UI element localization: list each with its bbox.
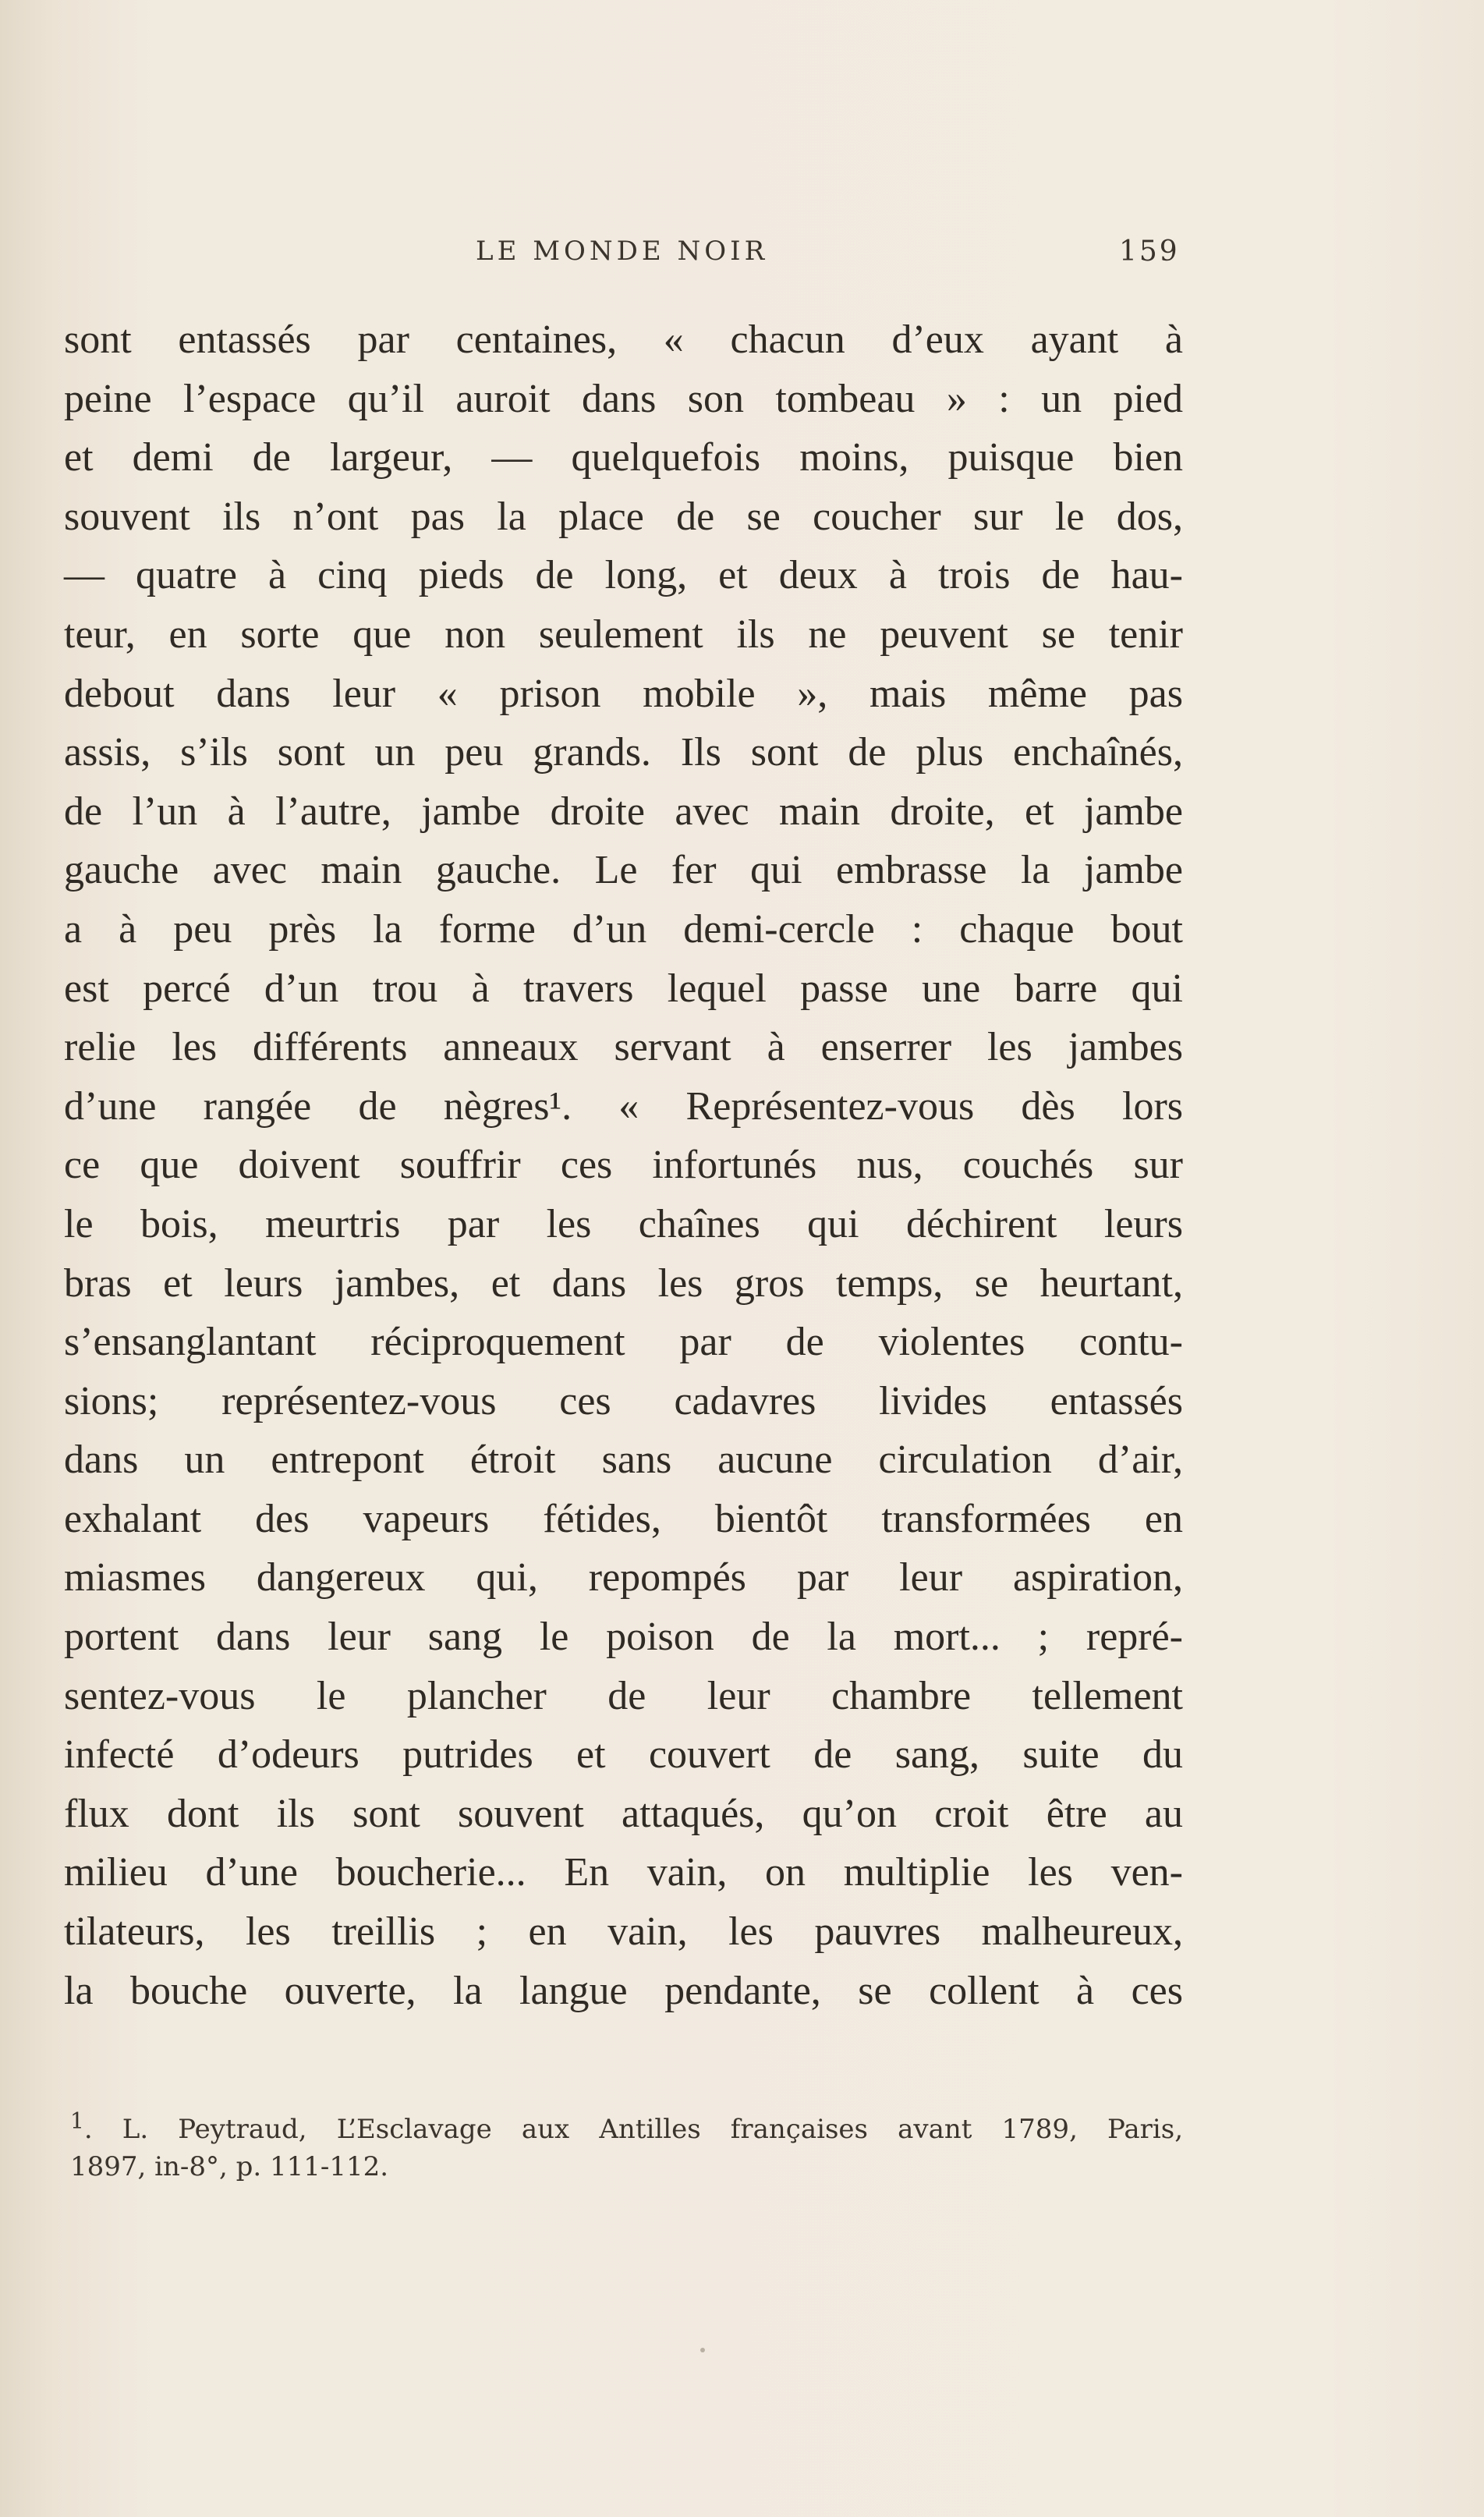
running-title: LE MONDE NOIR <box>476 236 769 267</box>
text-line: et demi de largeur, — quelquefois moins, puisque bien <box>64 435 1183 480</box>
text-line: sentez-vous le plancher de leur chambre tellement <box>64 1673 1183 1718</box>
text-line: d’une rangée de nègres¹. « Représentez-vous dès lors <box>64 1083 1183 1129</box>
text-line: est percé d’un trou à travers lequel passe une barre qui <box>64 966 1183 1011</box>
text-line: dans un entrepont étroit sans aucune circulation d’air, <box>64 1438 1183 1483</box>
text-line: bras et leurs jambes, et dans les gros temps, se heurtant, <box>64 1260 1183 1306</box>
text-line: souvent ils n’ont pas la place de se coucher sur le dos, <box>64 494 1183 539</box>
text-line: de l’un à l’autre, jambe droite avec main droite, et jambe <box>64 789 1183 834</box>
text-line: sont entassés par centaines, « chacun d’eux ayant à <box>64 317 1183 362</box>
text-line: peine l’espace qu’il auroit dans son tombeau » : un pied <box>64 376 1183 421</box>
text-line: sions; représentez-vous ces cadavres livides entassés <box>64 1378 1183 1423</box>
text-line: debout dans leur « prison mobile », mais même pas <box>64 671 1183 716</box>
text-line: relie les différents anneaux servant à enserrer les jambes <box>64 1025 1183 1070</box>
footnotes <box>70 2108 1183 2186</box>
footnote-line: 1897, in-8°, p. 111-112. <box>70 2151 389 2182</box>
text-line: assis, s’ils sont un peu grands. Ils sont de plus enchaînés, <box>64 730 1183 775</box>
text-line: ce que doivent souffrir ces infortunés nus, couchés sur <box>64 1143 1183 1188</box>
text-line: infecté d’odeurs putrides et couvert de sang, suite du <box>64 1732 1183 1778</box>
running-header <box>0 236 1484 282</box>
text-line: tilateurs, les treillis ; en vain, les pauvres malheureux, <box>64 1909 1183 1955</box>
text-line: gauche avec main gauche. Le fer qui embrasse la jambe <box>64 848 1183 893</box>
text-line: exhalant des vapeurs fétides, bientôt transformées en <box>64 1496 1183 1541</box>
text-line: milieu d’une boucherie... En vain, on multiplie les ven- <box>64 1850 1183 1895</box>
text-line: a à peu près la forme d’un demi-cercle : chaque bout <box>64 906 1183 952</box>
text-line: s’ensanglantant réciproquement par de violentes contu- <box>64 1320 1183 1365</box>
text-line: miasmes dangereux qui, repompés par leur aspiration, <box>64 1555 1183 1601</box>
footnote-text: . L. Peytraud, L’Esclavage aux Antilles françaises avant 1789, Paris, <box>83 2114 1183 2145</box>
paper-speck <box>700 2348 705 2352</box>
text-line: la bouche ouverte, la langue pendante, se collent à ces <box>64 1968 1183 2013</box>
text-line: le bois, meurtris par les chaînes qui déchirent leurs <box>64 1201 1183 1246</box>
text-line: teur, en sorte que non seulement ils ne peuvent se tenir <box>64 612 1183 657</box>
footnote-line <box>70 2108 1183 2148</box>
text-line: portent dans leur sang le poison de la mort... ; repré- <box>64 1615 1183 1660</box>
text-line: — quatre à cinq pieds de long, et deux à trois de hau- <box>64 553 1183 598</box>
body-text <box>64 310 1183 2020</box>
text-line: flux dont ils sont souvent attaqués, qu’on croit être au <box>64 1791 1183 1836</box>
footnote-marker: 1 <box>70 2108 84 2134</box>
page-number: 159 <box>1119 236 1180 268</box>
